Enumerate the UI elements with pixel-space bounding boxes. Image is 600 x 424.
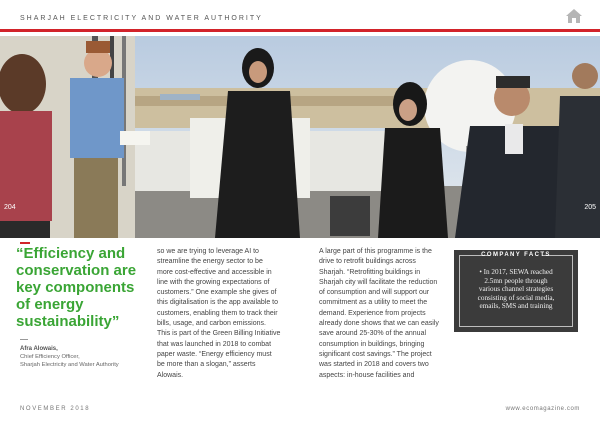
publication-header: SHARJAH ELECTRICITY AND WATER AUTHORITY	[20, 15, 263, 22]
pullquote-line: “Efficiency and	[16, 245, 126, 262]
body-line: be more than a slogan,” asserts	[157, 361, 256, 369]
footer-issue-date: NOVEMBER 2018	[20, 406, 91, 412]
body-line: aspects: in-house facilities and	[319, 371, 415, 379]
body-column-2	[319, 247, 459, 381]
facts-line: 2.5mn people through	[484, 276, 548, 285]
page-number-right: 205	[584, 204, 596, 211]
attribution-name: Afra Alowais,	[20, 346, 58, 352]
pullquote-line: sustainability”	[16, 313, 120, 330]
body-line: more cost-effective and accessible in	[157, 268, 272, 276]
body-line: streamline the energy sector to be	[157, 258, 263, 266]
attribution-organisation: Sharjah Electricity and Water Authority	[20, 362, 119, 368]
body-line: Sharjah. “Retrofitting buildings in	[319, 268, 421, 276]
body-column-1	[157, 247, 297, 381]
body-line: customers, enabling them to track their	[157, 309, 278, 317]
company-facts-text	[466, 268, 566, 311]
body-line: commitment as a utility to meet the	[319, 299, 428, 307]
company-facts-box	[454, 250, 578, 332]
body-line: consumption in buildings, bringing	[319, 340, 425, 348]
footer-website-link[interactable]: www.ecomagazine.com	[505, 406, 580, 412]
body-line: save around 25-30% of the annual	[319, 330, 427, 338]
body-line: significant cost savings.” The project	[319, 350, 432, 358]
body-line: this digitalisation is the app available to	[157, 299, 279, 307]
body-line: Alowais.	[157, 371, 184, 379]
body-line: that was launched in 2018 to combat	[157, 340, 272, 348]
body-line: bills, usage, and carbon emissions.	[157, 320, 266, 328]
body-line: of consumption and will support our	[319, 289, 430, 297]
body-line: drive to retrofit buildings across	[319, 258, 416, 266]
body-line: so we are trying to leverage AI to	[157, 248, 259, 255]
body-line: A large part of this programme is the	[319, 248, 432, 255]
page-number-left: 204	[4, 204, 16, 211]
attribution-divider	[20, 339, 28, 340]
facts-line: emails, SMS and training	[479, 302, 553, 311]
body-line: paper waste. “Energy efficiency must	[157, 350, 272, 358]
feature-photo	[0, 36, 600, 238]
home-icon[interactable]	[566, 9, 582, 23]
body-line: was started in 2018 and covers two	[319, 361, 429, 369]
pullquote-line: conservation are	[16, 262, 137, 279]
pullquote-accent	[20, 242, 30, 244]
facts-line: various channel strategies	[478, 285, 554, 294]
facts-line: • In 2017, SEWA reached	[479, 268, 553, 276]
body-line: Sharjah city will facilitate the reduction	[319, 278, 438, 286]
body-line: customers.” One example she gives of	[157, 289, 277, 297]
header-divider	[0, 29, 600, 32]
pullquote	[16, 245, 156, 330]
company-facts-title: COMPANY FACTS	[481, 252, 551, 258]
body-line: line with the growing expectations of	[157, 278, 270, 286]
facts-line: consisting of social media,	[477, 293, 555, 302]
pullquote-line: of energy	[16, 296, 84, 313]
body-line: This is part of the Green Billing Initiative	[157, 330, 281, 338]
body-line: demand. Experience from projects	[319, 309, 426, 317]
body-line: already done shows that we can easily	[319, 320, 439, 328]
pullquote-line: key components	[16, 279, 135, 296]
attribution-title: Chief Efficiency Officer,	[20, 354, 80, 360]
